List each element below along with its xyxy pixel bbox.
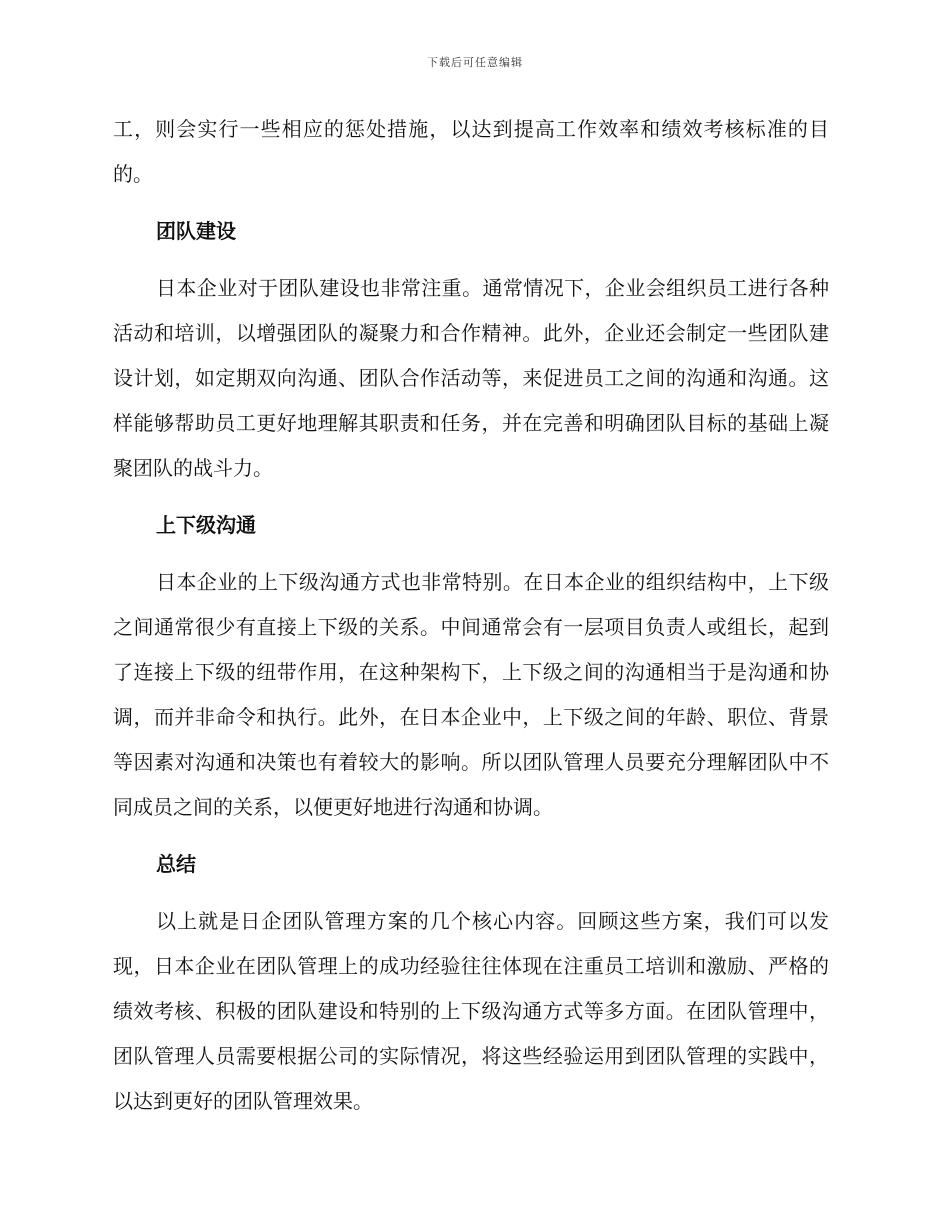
paragraph-team-building: 日本企业对于团队建设也非常注重。通常情况下，企业会组织员工进行各种活动和培训，以增强团队的凝聚力和合作精神。此外，企业还会制定一些团队建设计划，如定期双向沟通、团队合作活动等，来促进员工之间的沟通和沟通。这样能够帮助员工更好地理解其职责和任务，并在完善和明确团队目标的基础上凝聚团队的战斗力。 bbox=[113, 276, 829, 480]
section-heading-summary: 总结 bbox=[156, 852, 196, 876]
page-header-note: 下载后可任意编辑 bbox=[427, 56, 523, 69]
paragraph-continuation: 工，则会实行一些相应的惩处措施，以达到提高工作效率和绩效考核标准的目的。 bbox=[113, 117, 829, 186]
paragraph-summary: 以上就是日企团队管理方案的几个核心内容。回顾这些方案，我们可以发现，日本企业在团队管理上的成功经验往往体现在注重员工培训和激励、严格的绩效考核、积极的团队建设和特别的上下级沟通方式等多方面。在团队管理中，团队管理人员需要根据公司的实际情况，将这些经验运用到团队管理的实践中，以达到更好的团队管理效果。 bbox=[113, 909, 829, 1113]
document-body bbox=[113, 107, 829, 1124]
section-heading-communication: 上下级沟通 bbox=[156, 513, 256, 537]
section-heading-team-building: 团队建设 bbox=[156, 219, 236, 243]
paragraph-communication: 日本企业的上下级沟通方式也非常特别。在日本企业的组织结构中，上下级之间通常很少有直接上下级的关系。中间通常会有一层项目负责人或组长，起到了连接上下级的纽带作用，在这种架构下，上下级之间的沟通相当于是沟通和协调，而并非命令和执行。此外，在日本企业中，上下级之间的年龄、职位、背景等因素对沟通和决策也有着较大的影响。所以团队管理人员要充分理解团队中不同成员之间的关系，以便更好地进行沟通和协调。 bbox=[113, 570, 829, 819]
